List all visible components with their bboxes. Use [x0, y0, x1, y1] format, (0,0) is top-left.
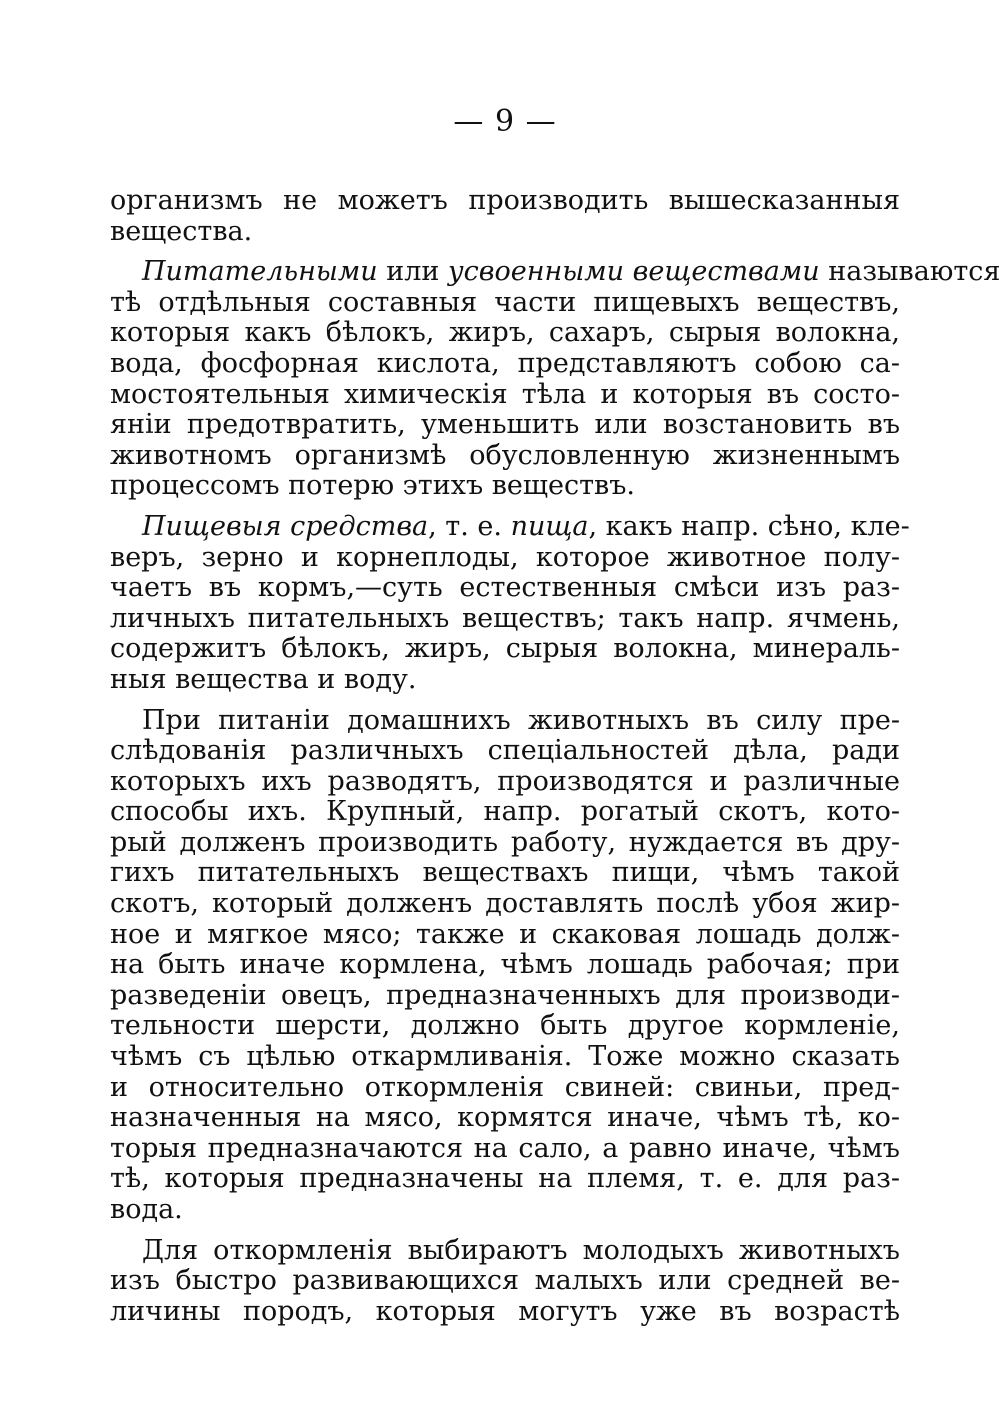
text-line: чѣмъ съ цѣлью откармливанія. Тоже можно сказать — [110, 1041, 900, 1073]
text-line: мостоятельныя химическія тѣла и которыя въ состо- — [110, 378, 900, 410]
text-fragment: или — [377, 256, 448, 288]
text-line: организмъ не можетъ производить вышесказанныя — [110, 185, 900, 216]
paragraph-1 — [110, 186, 900, 247]
paragraph-5 — [110, 1236, 900, 1328]
body-text — [110, 185, 1000, 1327]
paragraph-4 — [110, 706, 900, 1226]
text-line: животномъ организмѣ обусловленную жизненнымъ — [110, 439, 900, 471]
book-page — [110, 102, 1000, 1362]
text-line: рый долженъ производить работу, нуждается въ дру- — [110, 826, 900, 858]
paragraph-3 — [110, 510, 910, 696]
text-line — [110, 256, 1000, 288]
text-line: чаетъ въ кормъ,—суть естественныя смѣси изъ раз- — [110, 572, 900, 604]
text-line: яніи предотвратить, уменьшить или возстановить въ — [110, 409, 900, 441]
paragraph-2 — [110, 256, 1000, 502]
text-line: вода. — [110, 1194, 183, 1225]
term-italic: Питательными — [142, 256, 378, 288]
text-line: При питаніи домашнихъ животныхъ въ силу пре- — [142, 704, 900, 736]
term-italic: пища — [510, 510, 589, 542]
text-line: личныхъ питательныхъ веществъ; такъ напр. ячмень, — [110, 602, 900, 634]
text-line: изъ быстро развивающихся малыхъ или средней ве- — [110, 1265, 900, 1297]
term-italic: усвоенными веществами — [447, 256, 820, 288]
text-line: слѣдованія различныхъ спеціальностей дѣла, ради — [110, 735, 900, 767]
text-line: тѣ, которыя предназначены на племя, т. е. для раз- — [110, 1163, 900, 1195]
text-line: процессомъ потерю этихъ веществъ. — [110, 470, 635, 502]
text-line: вещества. — [110, 215, 253, 247]
text-line: скотъ, который долженъ доставлять послѣ убоя жир- — [110, 888, 900, 920]
text-line: на быть иначе кормлена, чѣмъ лошадь рабочая; при — [110, 949, 900, 981]
text-line: разведеніи овецъ, предназначенныхъ для производи- — [110, 979, 900, 1011]
text-fragment: , какъ напр. сѣно, кле- — [588, 510, 910, 542]
text-line: способы ихъ. Крупный, напр. рогатый скотъ, кото- — [110, 796, 900, 828]
page-number: — 9 — — [453, 104, 557, 139]
text-line — [110, 510, 910, 543]
text-line: торыя предназначаются на сало, а равно иначе, чѣмъ — [110, 1132, 900, 1164]
text-line: которыхъ ихъ разводятъ, производятся и различные — [110, 765, 900, 797]
text-line: Для откормленія выбираютъ молодыхъ животныхъ — [142, 1234, 900, 1266]
text-line: веръ, зерно и корнеплоды, которое животное полу- — [110, 541, 900, 573]
text-line: личины породъ, которыя могутъ уже въ возрастѣ — [110, 1295, 900, 1327]
text-fragment: называются — [819, 256, 1000, 288]
text-line: ное и мягкое мясо; также и скаковая лошадь долж- — [110, 918, 900, 950]
text-line: ныя вещества и воду. — [110, 663, 417, 695]
text-line: тельности шерсти, должно быть другое кормленіе, — [110, 1010, 900, 1042]
text-fragment: , т. е. — [428, 510, 511, 542]
text-line: и относительно откормленія свиней: свиньи, пред- — [110, 1071, 900, 1103]
text-line: тѣ отдѣльныя составныя части пищевыхъ веществъ, — [110, 286, 900, 318]
text-line: назначенныя на мясо, кормятся иначе, чѣмъ тѣ, ко- — [110, 1102, 900, 1134]
text-line: содержитъ бѣлокъ, жиръ, сырыя волокна, минераль- — [110, 633, 900, 665]
text-line: гихъ питательныхъ веществахъ пищи, чѣмъ такой — [110, 857, 900, 889]
text-line: вода, фосфорная кислота, представляютъ собою са- — [110, 347, 900, 379]
text-line: которыя какъ бѣлокъ, жиръ, сахаръ, сырыя волокна, — [110, 317, 900, 349]
term-italic: Пищевыя средства — [142, 510, 429, 542]
